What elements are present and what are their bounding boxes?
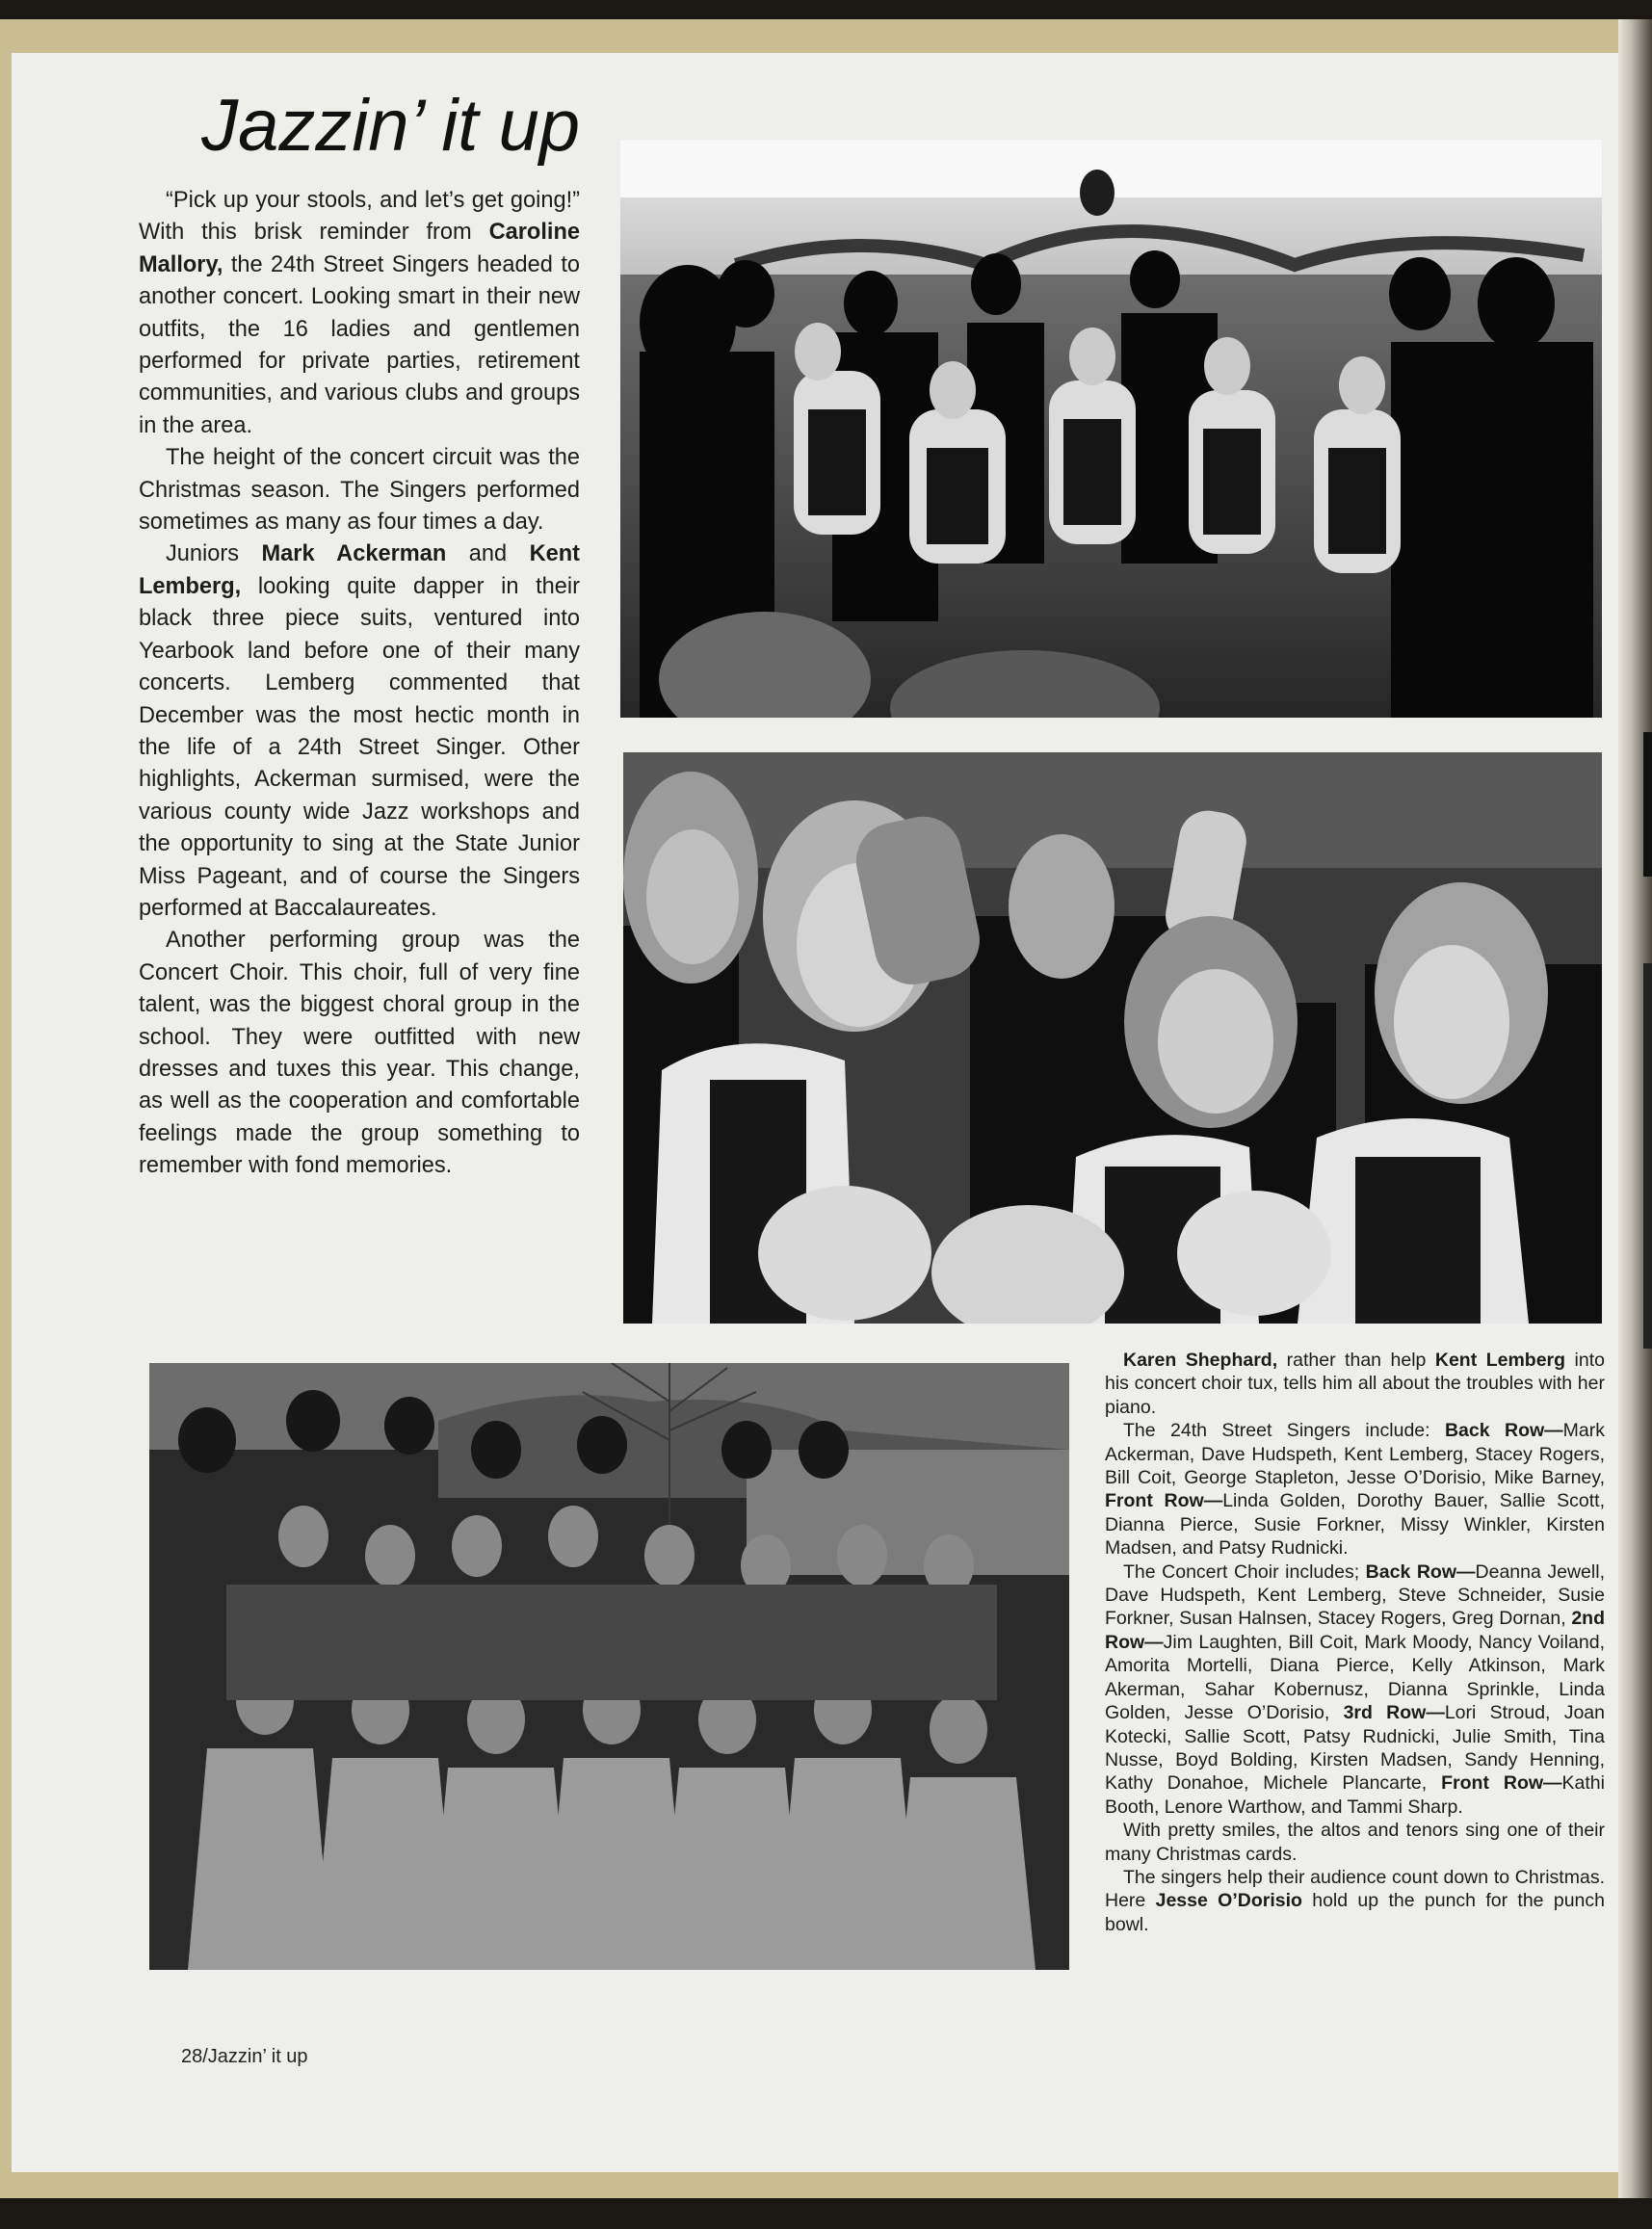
article-paragraph: [139, 925, 580, 1182]
text-run: rather than help: [1277, 1350, 1435, 1371]
text-run: into his concert choir tux, tells him all about the troubles with her piano.: [1105, 1350, 1605, 1418]
text-run: “Pick up your stools, and let’s get going!” With this brisk reminder from: [139, 188, 580, 246]
text-run: Deanna Jewell, Dave Hudspeth, Kent Lemberg, Steve Schneider, Susie Forkner, Susan Halnsen, Stacey Rogers, Greg Dornan,: [1105, 1560, 1605, 1630]
article-paragraph: [139, 442, 580, 538]
bold-name-run: Mark Ackerman: [261, 541, 447, 567]
bold-name-run: Front Row—: [1105, 1490, 1223, 1512]
adjacent-page-edge: [1643, 963, 1652, 1349]
bold-name-run: Back Row—: [1444, 1420, 1563, 1442]
text-run: With pretty smiles, the altos and tenors sing one of their many Christmas cards.: [1105, 1820, 1605, 1865]
text-run: The Concert Choir includes;: [1123, 1560, 1366, 1583]
text-run: Linda Golden, Dorothy Bauer, Sallie Scott, Dianna Pierce, Susie Forkner, Missy Winkler, Kirsten Madsen, and Patsy Rudnicki.: [1105, 1490, 1605, 1560]
bold-name-run: Kent Lemberg: [1434, 1350, 1566, 1371]
photo-concert-choir-group: [149, 1363, 1069, 1970]
text-run: The 24th Street Singers include:: [1123, 1420, 1445, 1442]
article-body: [139, 185, 580, 1183]
text-run: The singers help their audience count down to Christmas. Here: [1105, 1866, 1605, 1912]
bold-name-run: Jesse O’Dorisio: [1155, 1890, 1302, 1912]
text-run: The height of the concert circuit was the Christmas season. The Singers performed sometimes as many as four times a day.: [139, 445, 580, 536]
text-run: Kathi Booth, Lenore Warthow, and Tammi Sharp.: [1105, 1772, 1605, 1818]
article-paragraph: [139, 185, 580, 442]
text-run: the 24th Street Singers headed to another concert. Looking smart in their new outfits, the 16 ladies and gentlemen performed for private parties, retirement communities, and various clubs and groups in the area.: [139, 251, 580, 438]
text-run: Jim Laughten, Bill Coit, Mark Moody, Nancy Voiland, Amorita Mortelli, Diana Pierce, Kelly Atkinson, Mark Akerman, Sahar Kobernusz, Dianna Sprinkle, Linda Golden, Jesse O’Dorisio,: [1105, 1631, 1605, 1724]
text-run: hold up the punch for the punch bowl.: [1105, 1890, 1605, 1935]
caption-paragraph: [1105, 1349, 1605, 1419]
caption-paragraph: [1105, 1419, 1605, 1560]
photo-captions: [1105, 1349, 1605, 1936]
text-run: Another performing group was the Concert Choir. This choir, full of very fine talent, was the biggest choral group in the school. They were outfitted with new dresses and tuxes this year. This change, as well as the cooperation and comfortable feelings made the group something to remember with fond memories.: [139, 928, 580, 1179]
caption-paragraph: [1105, 1819, 1605, 1866]
article-paragraph: [139, 538, 580, 925]
bold-name-run: Caroline Mallory,: [139, 220, 580, 277]
text-run: looking quite dapper in their black three piece suits, ventured into Yearbook land before one of their many concerts. Lemberg commented that December was the most hectic month in the life of a 24th Street Singer. Other highlights, Ackerman surmised, were the various county wide Jazz workshops and the opportunity to sing at the State Junior Miss Pageant, and of course the Singers performed at Baccalaureates.: [139, 573, 580, 921]
bold-name-run: Front Row—: [1441, 1772, 1562, 1795]
page-number-folio: 28/Jazzin’ it up: [181, 2046, 308, 2067]
article-title: Jazzin’ it up: [201, 85, 580, 167]
text-run: Lori Stroud, Joan Kotecki, Sallie Scott, Patsy Rudnicki, Julie Smith, Tina Nusse, Boyd Bolding, Kirsten Madsen, Sandy Henning, Kathy Donahoe, Michele Plancarte,: [1105, 1702, 1605, 1795]
adjacent-page-edge: [1643, 732, 1652, 877]
bold-name-run: Karen Shephard,: [1123, 1350, 1278, 1371]
bold-name-run: Back Row—: [1365, 1560, 1476, 1583]
text-run: Mark Ackerman, Dave Hudspeth, Kent Lemberg, Stacey Rogers, Bill Coit, George Stapleton, Jesse O’Dorisio, Mike Barney,: [1105, 1420, 1606, 1489]
text-run: and: [446, 541, 530, 567]
caption-paragraph: [1105, 1560, 1605, 1819]
text-run: Juniors: [166, 541, 262, 567]
bold-name-run: 2nd Row—: [1105, 1608, 1605, 1653]
caption-paragraph: [1105, 1866, 1605, 1936]
photo-singers-performing: [620, 140, 1602, 718]
bold-name-run: 3rd Row—: [1343, 1702, 1445, 1724]
bold-name-run: Kent Lemberg,: [139, 541, 580, 599]
photo-singers-closeup: [623, 752, 1602, 1324]
